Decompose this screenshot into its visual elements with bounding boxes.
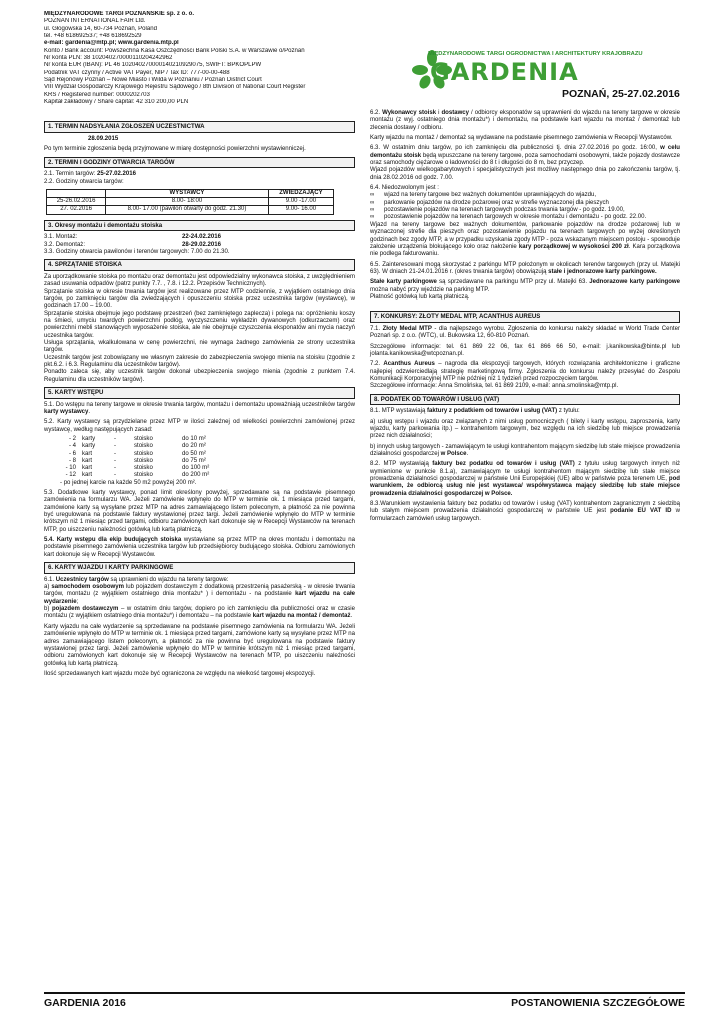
section-5: [44, 402, 355, 560]
paragraph: Za uporządkowanie stoiska po montażu oraz demontażu jest odpowiedzialny wykonawca stoiska, z uwzględnieniem zasad usuwania odpadów (patrz punkty 7.7. , 7.8. i 12.2. Przepisów Technicznych).: [44, 273, 355, 288]
paragraph: a) samochodem osobowym lub pojazdem dostawczym z dodatkową przestrzenią pasażerską - w okresie trwania targów, montażu (z wyjątkiem ostatniego dnia montażu* ) i demontażu - na podstawie kart wjazdu na całe wydarzenie;: [44, 584, 355, 605]
list-item: - po jednej karcie na każde 50 m2 powyżej 200 m².: [60, 479, 197, 486]
paragraph: Ponadto zaleca się, aby uczestnik targów dokonał ubezpieczenia swojego mienia (zgodnie z punktem 7.4. Regulaminu dla uczestników targów).: [44, 369, 355, 383]
table-header-exhibitors: WYSTAWCY: [106, 190, 269, 198]
opening-hours-table: [46, 189, 334, 215]
section-4-heading: 4. SPRZĄTANIE STOISKA: [44, 259, 355, 271]
paragraph: 6.3. W ostatnim dniu targów, po ich zamknięciu dla publiczności tj. dnia 27.02.2016 po godz. 16:00, w celu demontażu stoisk będą wpuszczane na tereny targowe, poza samochodami osobowymi, także pojazdy dostawcze oraz samochody ciężarowe o ładowności do 8 t i długości do 8 m, bez przyczep.: [370, 145, 680, 167]
paragraph: b) pojazdem dostawczym – w ostatnim dniu targów, dopiero po ich zamknięciu dla publiczności oraz w czasie montażu (z wyjątkiem ostatniego dnia montażu*) i demontażu – na podstawie kart wjazdu na montaż / demontaż.: [44, 606, 355, 620]
infinity-bullet-icon: ∞: [370, 199, 375, 206]
paragraph: Stałe karty parkingowe są sprzedawane na parkingu MTP przy ul. Matejki 63. Jednorazowe karty parkingowe można nabyć przy wjeździe na parking MTP.: [370, 279, 680, 293]
document-date-title: POZNAŃ, 25-27.02.2016: [562, 88, 680, 100]
header-line: Konto / Bank account: Powszechna Kasa Oszczędności Bank Polski S.A. w Warszawie o/Poznań: [44, 47, 305, 54]
table-row: [47, 198, 334, 206]
section-8: [370, 408, 680, 523]
paragraph: Usługa sprzątania, wkalkulowana w cenę powierzchni, nie wymaga żadnego zamówienia ze strony uczestnika targów.: [44, 339, 355, 354]
paragraph: Szczegółowe informacje: tel. 61 869 22 06, fax 61 866 66 50, e-mail: j.kanikowska@binte.pl lub jolanta.kanikowska@wtcpoznan.pl.: [370, 343, 680, 357]
assembly-row: 3.1. Montaż: 22-24.02.2016: [44, 234, 222, 241]
paragraph: 5.4. Karty wstępu dla ekip budujących stoiska wystawiane są przez MTP na okres montażu i demontażu na podstawie pisemnego zamówienia uczestnika targów lub przedsiębiorcy budującego stoiska. Odbioru zamówionych kart dokonuje się w Recepcji Wystawców.: [44, 537, 355, 558]
header-line: tel. +48 618692537; +48 618692529: [44, 33, 142, 40]
list-item: ∞ parkowanie pojazdów na drodze pożarowej oraz w strefie wyznaczonej dla pieszych: [370, 199, 609, 206]
header-line: ul. Głogowska 14, 60-734 Poznań, Poland: [44, 25, 157, 32]
section-3: [44, 234, 355, 256]
header-line: POZNAN INTERNATIONAL FAIR Ltd.: [44, 18, 146, 25]
pavilion-hours: 3.3. Godziny otwarcia pawilonów i terenów targowych: 7.00 do 21.30.: [44, 248, 230, 255]
list-item: - 8 kart - stoisko do 75 m²: [68, 457, 206, 464]
header-line: Kapitał zakładowy / Share capital: 42 310 200,00 PLN: [44, 99, 189, 106]
header-line: Nr konta EUR (IBAN): PL 46 102040270000140210929075, SWIFT: BPKOPLPW: [44, 62, 262, 69]
paragraph: Ilość sprzedawanych kart wjazdu może być ograniczona ze względu na wielkość targowej ekspozycji.: [44, 670, 316, 677]
table-row: [47, 206, 334, 214]
section-2: [44, 171, 355, 214]
paragraph: 6.5. Zainteresowani mogą skorzystać z parkingu MTP położonym w okolicach terenów targowych (przy ul. Matejki 63). W dniach 21-24.01.2016 r. (okres trwania targów) obowiązują stałe i jednorazowe karty parkingowe.: [370, 261, 680, 275]
list-item: ∞ wjazd na tereny targowe bez ważnych dokumentów uprawniających do wjazdu,: [370, 192, 597, 199]
table-cell: 25-26.02.2016: [47, 198, 106, 206]
company-header: [44, 11, 355, 106]
section-3-heading: 3. Okresy montażu i demontażu stoiska: [44, 220, 355, 232]
footer-right: POSTANOWIENIA SZCZEGÓŁOWE: [511, 997, 685, 1009]
paragraph: 6.1. Uczestnicy targów są uprawnieni do wjazdu na tereny targowe:: [44, 576, 229, 583]
table-header-visitors: ZWIEDZAJĄCY: [268, 190, 333, 198]
paragraph: Płatność gotówką lub kartą płatniczą.: [370, 293, 470, 300]
dismantling-row: 3.2. Demontaż: 28-29.02.2016: [44, 241, 222, 248]
list-item: ∞ pozostawienie pojazdów na terenach targowych w okresie montażu i demontażu - po godz. 22.00.: [370, 214, 647, 221]
list-item: - 6 kart - stoisko do 50 m²: [68, 450, 206, 457]
footer: [44, 992, 685, 1009]
paragraph: Uczestnik targów jest zobowiązany we własnym zakresie do zabezpieczenia swojego mienia na stoisku (zgodnie z pkt.6.2. i 6.3. Regulaminu dla uczestników targów).: [44, 354, 355, 368]
paragraph: 8.2. MTP wystawiają faktury bez podatku od towarów i usług (VAT) z tytułu usług targowych innych niż wymienione w punkcie 8.1.a), zamawiającym te usługi kontrahentom mającym siedzibę lub stałe miejsce prowadzenia działalności gospodarczej w państwie Unii Europejskiej (UE) albo w państwie poza terenem UE, pod warunkiem, że odbiorcą usług nie jest wystawca/ współwystawca mający siedzibę lub stałe miejsce prowadzenia działalności gospodarczej w Polsce.: [370, 461, 680, 497]
section-1-text: Po tym terminie zgłoszenia będą przyjmowane w miarę dostępności powierzchni wystawienniczej.: [44, 146, 306, 153]
deadline-date: 28.09.2015: [88, 136, 119, 143]
prohibitions-list: [370, 192, 680, 221]
header-line: VIII Wydział Gospodarczy Krajowego Rejestru Sądowego / 8th Division of National Court Register: [44, 84, 306, 91]
paragraph: Karty wjazdu na montaż / demontaż są wydawane na podstawie pisemnego zamówienia w Recepcji Wystawców.: [370, 135, 673, 142]
infinity-bullet-icon: ∞: [370, 214, 375, 221]
section-6-continued: [370, 110, 680, 301]
footer-left: GARDENIA 2016: [44, 997, 126, 1009]
paragraph: 7.1. Złoty Medal MTP - dla najlepszego wyrobu. Zgłoszenia do konkursu należy składać w World Trade Center Poznań sp. z o.o. (WTC), ul. Bukowska 12, 60-810 Poznań.: [370, 325, 680, 340]
table-header-empty: [47, 190, 106, 198]
section-1: [44, 136, 355, 154]
paragraph: 6.2. Wykonawcy stoisk i dostawcy / odbiorcy eksponatów są uprawnieni do wjazdu na tereny targowe w okresie montażu (z wyj. ostatniego dnia montażu*) i demontażu, na podstawie kart wjazdu na montaż / demontaż lub zlecenia dostawy / odbioru.: [370, 110, 680, 131]
paragraph: Sprzątanie stoiska w okresie trwania targów jest realizowane przez MTP codziennie, z wyjątkiem ostatniego dnia targów, po zamknięciu targów dla zwiedzających i opuszczeniu stoiska przez uczestnika targów (wystawcę), w godzinach 17.00 – 19.00.: [44, 288, 355, 310]
header-line: MIĘDZYNARODOWE TARGI POZNAŃSKIE sp. z o. o.: [44, 11, 195, 17]
card-allocation-list: [60, 436, 355, 487]
paragraph: 5.2. Karty wystawcy są przydzielane przez MTP w ilości zależnej od wielkości powierzchni zamówionej przez wystawcę, według następujących zasad:: [44, 419, 355, 433]
paragraph: 5.1. Do wstępu na tereny targowe w okresie trwania targów, montażu i demontażu upoważniają uczestników targów karty wystawcy.: [44, 401, 355, 415]
infinity-bullet-icon: ∞: [370, 192, 375, 199]
section-4: [44, 274, 355, 384]
opening-hours-line: 2.2. Godziny otwarcia targów:: [44, 178, 124, 185]
paragraph: 6.4. Niedozwolonym jest :: [370, 185, 439, 192]
header-line: e-mail: gardenia@mtp.pl; www.gardenia.mtp.pl: [44, 40, 179, 47]
infinity-bullet-icon: ∞: [370, 207, 375, 214]
paragraph: Karty wjazdu na całe wydarzenie są sprzedawane na podstawie pisemnego zamówienia na formularzu WA. Jeżeli zamówienie wpłynęło do MTP w terminie ok. 1 miesiąca przed targami, zamówione karty są wysyłane przez MTP na adres zamawiającego listem poleconym, a płatność za nie powinna być uregulowana na podstawie faktury wystawionej przez targi. Jeżeli zamówienie wpłynęło do MTP w terminie krótszym niż 1 miesiąc przed targami, odbioru zamówionych kart dokonuje się w Recepcji Wystawców na terenach MTP, po uiszczeniu należności gotówką lub kartą płatniczą.: [44, 623, 355, 667]
table-cell: 9.00- 16.00: [268, 206, 333, 214]
header-line: Nr konta PLN: 38 102040270000110204242962: [44, 55, 173, 62]
paragraph: Wjazd pojazdów wielkogabarytowych i specjalistycznych jest możliwy następnego dnia po zakończeniu targów, tj. dnia 28.02.2016 od godz. 7.00.: [370, 167, 680, 181]
table-cell: 8.00- 18:00: [106, 198, 269, 206]
table-cell: 9.00 -17.00: [268, 198, 333, 206]
list-item: - 10 kart - stoisko do 100 m²: [65, 465, 210, 472]
list-item: - 4 karty - stoisko do 20 m²: [68, 443, 206, 450]
paragraph: a) usług wstępu i wjazdu oraz związanych z nimi usług pomocniczych ( bilety i karty wstępu, zaproszenia, karty wjazdu, karty parkowania itp.) – kontrahentom targowym, bez względu na ich siedzibę lub miejsce prowadzenia przez nich działalności;: [370, 418, 680, 440]
table-header-row: [47, 190, 334, 198]
header-line: Sąd Rejonowy Poznań – Nowe Miasto i Wilda w Poznaniu / Poznan District Court: [44, 77, 262, 84]
table-cell: 27. 02.2016: [47, 206, 106, 214]
section-2-heading: 2. TERMIN I GODZINY OTWARCIA TARGÓW: [44, 157, 355, 169]
header-line: KRS / Registered number: 0000202703: [44, 91, 150, 98]
left-column: [44, 11, 355, 681]
list-item: - 2 karty - stoisko do 10 m²: [68, 435, 206, 442]
section-6-heading: 6. KARTY WJAZDU I KARTY PARKINGOWE: [44, 562, 355, 574]
logo-tagline: MIĘDZYNARODOWE TARGI OGRODNICTWA I ARCHITEKTURY KRAJOBRAZU: [428, 51, 643, 57]
table-cell: 8.00- 17.00 (pawilon otwarty do godz. 21.30): [106, 206, 269, 214]
list-item: ∞ pozostawienie pojazdów na terenach targowych podczas trwania targów - po godz. 19.00,: [370, 207, 625, 214]
section-5-heading: 5. KARTY WSTĘPU: [44, 387, 355, 399]
section-1-heading: 1. TERMIN NADSYŁANIA ZGŁOSZEŃ UCZESTNICTWA: [44, 121, 355, 133]
header-line: Podatnik VAT czynny / Active VAT Payer, NIP / Tax ID: 777-00-00-488: [44, 69, 230, 76]
right-column: [370, 110, 680, 526]
paragraph: Wjazd na tereny targowe bez ważnych dokumentów, parkowanie pojazdów na drodze pożarowej lub w wyznaczonej strefie dla pieszych oraz pozostawienie pojazdu na terenach targowych po wyżej określonych godzinach bez zgody MTP, a w przypadku uzyskania zgody MTP - poza wskazanym miejscem postoju - spowoduje założenie urządzenia blokującego koło oraz nałożenie kary porządkowej w wysokości 200 zł. Kara porządkowa nie podlega fakturowaniu.: [370, 221, 680, 258]
paragraph: 5.3. Dodatkowe karty wystawcy, ponad limit określony powyżej, sprzedawane są na podstawie pisemnego zamówienia na formularzu WA. Jeżeli zamówienie wpłynęło do MTP w terminie ok. 1 miesiąca przed targami, zamówione karty są wysyłane przez MTP na adres zamawiającego listem poleconym, a płatność za nie powinna być uregulowana na podstawie faktury wystawionej przez targi. Jeżeli zamówienie wpłynęło do MTP w terminie krótszym niż 1 miesiąc przed targami, odbioru zamówionych kart dokonuje się w Recepcji Wystawców na terenach MTP, po uiszczeniu należności gotówką lub kartą płatniczą.: [44, 490, 355, 533]
logo-wordmark: GARDENIA: [430, 58, 579, 86]
paragraph: 8.1. MTP wystawiają faktury z podatkiem od towarów i usług (VAT) z tytułu:: [370, 408, 580, 415]
paragraph: b) innych usług targowych - zamawiającym te usługi kontrahentom mającym siedzibę lub stałe miejsce prowadzenia działalności gospodarczej w Polsce.: [370, 443, 680, 457]
paragraph: 8.3.Warunkiem wystawienia faktury bez podatku od towarów i usług (VAT) kontrahentom zagranicznym z siedzibą lub stałym miejscem prowadzenia działalności gospodarczej w państwie UE jest podanie EU VAT ID w formularzach zamówień usług targowych.: [370, 500, 680, 522]
section-6: [44, 577, 355, 678]
section-7: [370, 326, 680, 391]
paragraph: 7.2. Acanthus Aureus – nagroda dla ekspozycji targowych, których rozwiązania architektoniczne i graficzne najlepiej odzwierciedlają strategię marketingową firmy. Zgłoszenia do konkursu należy przesyłać do Zespołu Komunikacji Korporacyjnej MTP nie później niż 1 tydzień przed rozpoczęciem targów.: [370, 361, 680, 382]
section-7-heading: 7. KONKURSY: ZŁOTY MEDAL MTP, ACANTHUS AUREUS: [370, 311, 680, 323]
list-item: - 12 kart - stoisko do 200 m²: [65, 472, 210, 479]
fair-dates-line: 2.1. Termin targów: 25-27.02.2016: [44, 171, 137, 178]
section-8-heading: 8. PODATEK OD TOWARÓW I USŁUG (VAT): [370, 394, 680, 406]
paragraph: Szczegółowe informacje: Anna Smolińska, tel. 61 869 2109, e-mail: anna.smolinska@mtp.pl.: [370, 383, 619, 390]
paragraph: Sprzątanie stoiska obejmuje jego podstawę przestrzeń (bez zamkniętego zaplecza) i polega na: opróżnieniu koszy na śmieci, umyciu twardych powierzchni podłóg, wyczyszczeniu wykładzin dywanowych (odkurzaczem) oraz powierzchni mebli stanowiących wyposażenie stoiska, ale nie obejmuje czyszczenia eksponatów ani mycia naczyń uczestnika targów.: [44, 310, 355, 339]
